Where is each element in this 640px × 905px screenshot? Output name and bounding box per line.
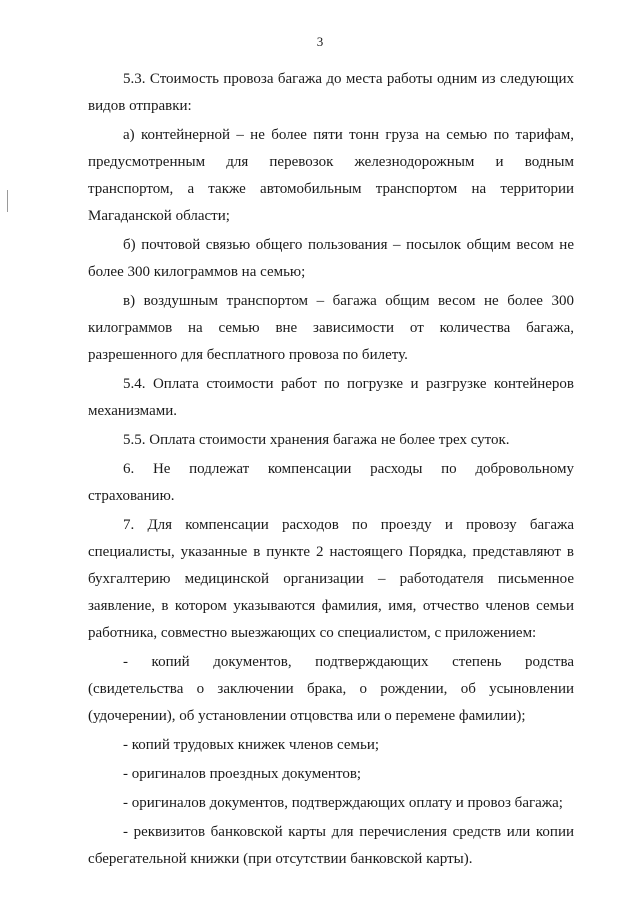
list-item-work-books: - копий трудовых книжек членов семьи; <box>123 737 380 753</box>
paragraph-5-3-a: а) контейнерной – не более пяти тонн груза на семью по тарифам, предусмотренным для перевозок железнодорожным и водным транспортом, а также автомобильным транспортом на территории Магаданской области; <box>88 127 574 224</box>
paragraph-5-5: 5.5. Оплата стоимости хранения багажа не более трех суток. <box>123 432 510 448</box>
page-number: 3 <box>316 34 324 49</box>
list-item-travel-docs: - оригиналов проездных документов; <box>123 766 362 782</box>
paragraph-5-4: 5.4. Оплата стоимости работ по погрузке и разгрузке контейнеров механизмами. <box>88 376 574 419</box>
list-item-bank-details: - реквизитов банковской карты для перечисления средств или копии сберегательной книжки (при отсутствии банковской карты). <box>88 824 574 867</box>
paragraph-5-3-c: в) воздушным транспортом – багажа общим весом не более 300 килограммов на семью вне зависимости от количества багажа, разрешенного для бесплатного провоза по билету. <box>88 293 574 363</box>
list-item-relationship-docs: - копий документов, подтверждающих степень родства (свидетельства о заключении брака, о рождении, об усыновлении (удочерении), об установлении отцовства или о перемене фамилии); <box>88 654 574 724</box>
paragraph-7: 7. Для компенсации расходов по проезду и провозу багажа специалисты, указанные в пункте 2 настоящего Порядка, представляют в бухгалтерию медицинской организации – работодателя письменное заявление, в котором указываются фамилия, имя, отчество членов семьи работника, совместно выезжающих со специалистом, с приложением: <box>88 517 574 641</box>
paragraph-5-3: 5.3. Стоимость провоза багажа до места работы одним из следующих видов отправки: <box>88 71 574 114</box>
paragraph-6: 6. Не подлежат компенсации расходы по добровольному страхованию. <box>88 461 574 504</box>
document-body <box>88 66 574 873</box>
paragraph-5-3-b: б) почтовой связью общего пользования – посылок общим весом не более 300 килограммов на семью; <box>88 237 574 280</box>
list-item-payment-docs: - оригиналов документов, подтверждающих оплату и провоз багажа; <box>123 795 563 811</box>
margin-mark <box>7 190 8 212</box>
